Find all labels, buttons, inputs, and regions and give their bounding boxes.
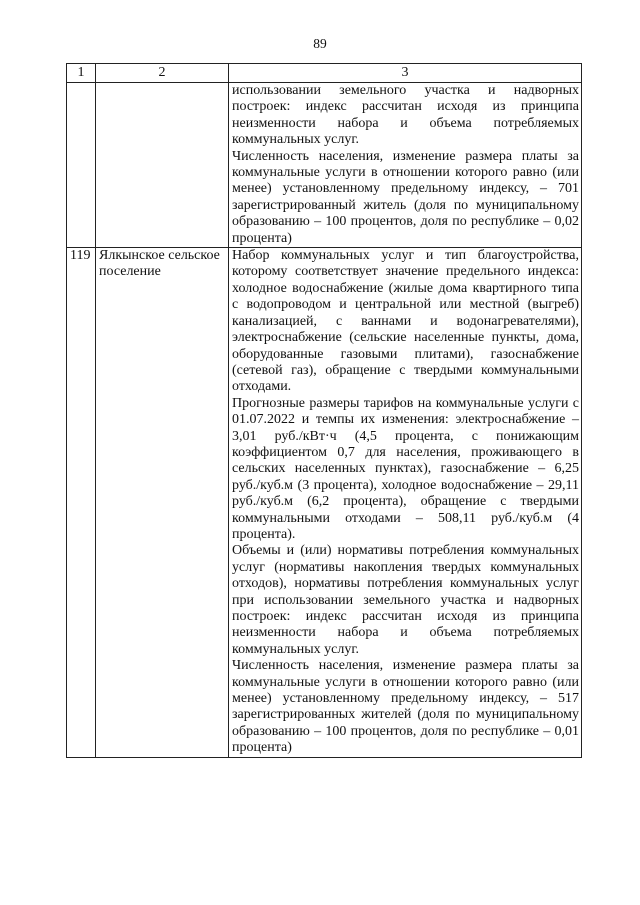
page-number: 89 bbox=[313, 36, 327, 51]
description-paragraph: Численность населения, изменение размера платы за коммунальные услуги в отношении которого равно (или менее) установленному предельному индексу, – 701 зарегистрированный житель (доля по муниципальному образованию – 100 процентов, доля по республике – 0,02 процента) bbox=[232, 148, 579, 246]
description-cell bbox=[229, 248, 582, 758]
settlement-name-cell: Ялкынское сельское поселение bbox=[96, 248, 229, 758]
description-paragraph: Численность населения, изменение размера платы за коммунальные услуги в отношении которого равно (или менее) установленному предельному индексу, – 517 зарегистрированных жителей (доля по муниципальному образованию – 100 процентов, доля по республике – 0,01 процента) bbox=[232, 658, 579, 756]
column-header-2: 2 bbox=[96, 64, 229, 83]
column-header-1: 1 bbox=[67, 64, 96, 83]
column-header-3: 3 bbox=[229, 64, 582, 83]
description-paragraph: Прогнозные размеры тарифов на коммунальные услуги с 01.07.2022 и темпы их изменения: электроснабжение – 3,01 руб./кВт·ч (4,5 процента, с понижающим коэффициентом 0,7 для населения, проживающего в сельских населенных пунктах), газоснабжение – 6,25 руб./куб.м (3 процента), холодное водоснабжение – 29,11 руб./куб.м (6,2 процента), обращение с твердыми коммунальными отходами – 508,11 руб./куб.м (4 процента). bbox=[232, 395, 579, 542]
table-row-119 bbox=[67, 248, 582, 758]
row-number-cell bbox=[67, 83, 96, 248]
table-row-continued bbox=[67, 83, 582, 248]
row-number-cell: 119 bbox=[67, 248, 96, 758]
description-paragraph: Объемы и (или) нормативы потребления коммунальных услуг (нормативы накопления твердых коммунальных отходов), нормативы потребления коммунальных услуг при использовании земельного участка и надворных построек: индекс рассчитан исходя из принципа неизменности набора и объема потребляемых коммунальных услуг. bbox=[232, 543, 579, 657]
index-table bbox=[66, 63, 582, 758]
table-header-row bbox=[67, 64, 582, 83]
settlement-name-cell bbox=[96, 83, 229, 248]
description-paragraph: использовании земельного участка и надворных построек: индекс рассчитан исходя из принципа неизменности набора и объема потребляемых коммунальных услуг. bbox=[232, 83, 579, 148]
description-paragraph: Набор коммунальных услуг и тип благоустройства, которому соответствует значение предельного индекса: холодное водоснабжение (жилые дома квартирного типа с водопроводом и центральной или местной (выгреб) канализацией, с ваннами и водонагревателями), электроснабжение (сельские населенные пункты, дома, оборудованные газовыми плитами), газоснабжение (сетевой газ), обращение с твердыми коммунальными отходами. bbox=[232, 248, 579, 395]
description-cell bbox=[229, 83, 582, 248]
